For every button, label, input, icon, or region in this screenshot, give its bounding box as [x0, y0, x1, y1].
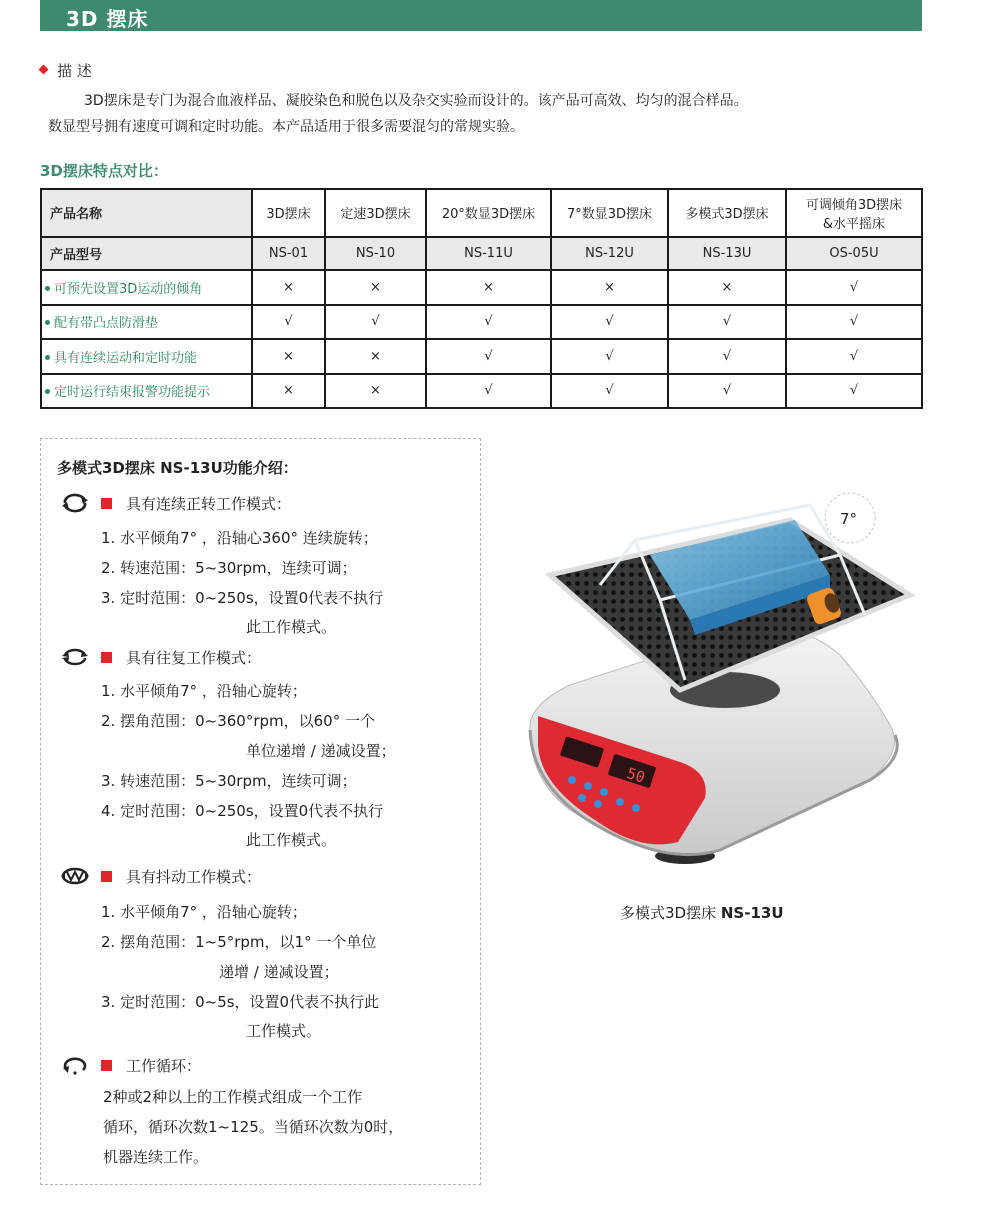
mark-cell: × — [325, 374, 426, 409]
feature-label-cell — [41, 270, 252, 304]
mark-cell: √ — [252, 305, 325, 339]
product-photo — [510, 480, 930, 870]
mark-cell: √ — [426, 305, 551, 339]
bullet-dot-icon — [45, 320, 50, 325]
table-row-product-model — [41, 237, 922, 270]
features-intro-box — [40, 438, 481, 1185]
table-row-product-name — [41, 189, 922, 237]
mark-cell: √ — [426, 339, 551, 373]
mode-item: 递增 / 递减设置； — [219, 963, 339, 981]
product-name-cell: 多模式3D摆床 — [668, 189, 786, 237]
product-name-line: &水平摇床 — [822, 216, 886, 232]
mode-reciprocating — [59, 645, 261, 669]
mark-cell: × — [551, 270, 668, 304]
bullet-dot-icon — [45, 355, 50, 360]
table-row-feature — [41, 374, 922, 409]
mark-cell: √ — [668, 305, 786, 339]
mode-heading: 具有连续正转工作模式： — [126, 494, 292, 513]
description-line: 数显型号拥有速度可调和定时功能。本产品适用于很多需要混匀的常规实验。 — [48, 119, 524, 135]
mark-cell: √ — [786, 374, 922, 409]
mark-cell: √ — [668, 339, 786, 373]
mark-cell: √ — [551, 339, 668, 373]
features-intro-title — [57, 457, 298, 478]
vibration-icon — [59, 865, 91, 887]
mark-cell: √ — [426, 374, 551, 409]
mode-heading: 具有抖动工作模式： — [126, 867, 262, 886]
mark-cell: × — [325, 339, 426, 373]
mode-forward-rotation — [59, 491, 291, 515]
model-cell: NS-12U — [551, 237, 668, 270]
features-intro-title-bold: 3U功能介绍： — [200, 459, 298, 477]
caption-model: NS-13U — [720, 904, 784, 922]
product-name-cell: 20°数显3D摆床 — [426, 189, 551, 237]
features-intro-title-prefix: 多模式3D摆床 NS-1 — [57, 459, 201, 477]
mode-item: 循环，循环次数1~125。当循环次数为0时， — [103, 1118, 404, 1136]
mark-cell: √ — [786, 305, 922, 339]
mark-cell: × — [426, 270, 551, 304]
feature-label-cell — [41, 305, 252, 339]
forward-rotation-icon — [59, 492, 91, 514]
model-cell: OS-05U — [786, 237, 922, 270]
comparison-table — [40, 188, 923, 409]
product-name-cell — [786, 189, 922, 237]
feature-label-cell — [41, 374, 252, 409]
description-heading — [40, 60, 92, 81]
mode-item: 2. 转速范围：5~30rpm，连续可调； — [101, 559, 357, 577]
product-name-cell: 定速3D摆床 — [325, 189, 426, 237]
model-cell: NS-13U — [668, 237, 786, 270]
mode-item: 3. 定时范围：0~250s，设置0代表不执行 — [101, 589, 384, 607]
description-text — [48, 88, 928, 140]
table-row-feature — [41, 270, 922, 304]
mark-cell: √ — [786, 339, 922, 373]
model-cell: NS-01 — [252, 237, 325, 270]
feature-label: 定时运行结束报警功能提示 — [54, 385, 211, 401]
product-name-cell: 3D摆床 — [252, 189, 325, 237]
model-cell: NS-11U — [426, 237, 551, 270]
description-heading-text: 描 述 — [57, 62, 92, 80]
mode-item: 工作模式。 — [246, 1022, 322, 1040]
comparison-title: 3D摆床特点对比： — [40, 162, 168, 180]
feature-label: 可预先设置3D运动的倾角 — [54, 281, 203, 297]
product-name-cell: 7°数显3D摆床 — [551, 189, 668, 237]
tilt-angle-label: 7° — [840, 510, 858, 528]
mode-item: 1. 水平倾角7° ，沿轴心旋转； — [101, 903, 307, 921]
red-square-bullet-icon — [101, 871, 112, 882]
mark-cell: √ — [325, 305, 426, 339]
row-label-product-model: 产品型号 — [41, 237, 252, 270]
mark-cell: √ — [786, 270, 922, 304]
mode-item: 机器连续工作。 — [103, 1148, 209, 1166]
feature-label: 具有连续运动和定时功能 — [54, 350, 198, 366]
cycle-icon — [59, 1054, 91, 1076]
red-square-bullet-icon — [101, 498, 112, 509]
mark-cell: √ — [551, 374, 668, 409]
mode-item: 2. 摆角范围：0~360°rpm，以60° 一个 — [101, 712, 375, 730]
red-square-bullet-icon — [101, 1060, 112, 1071]
row-label-product-name: 产品名称 — [41, 189, 252, 237]
feature-label: 配有带凸点防滑垫 — [54, 316, 159, 332]
mode-item: 此工作模式。 — [246, 618, 337, 636]
diamond-bullet-icon — [39, 65, 49, 75]
mode-item: 1. 水平倾角7° ，沿轴心旋转； — [101, 682, 307, 700]
header-bar — [40, 0, 922, 31]
mode-item: 1. 水平倾角7° ，沿轴心360° 连续旋转； — [101, 529, 378, 547]
reciprocating-icon — [59, 646, 91, 668]
mark-cell: × — [668, 270, 786, 304]
mode-vibration — [59, 864, 261, 888]
mode-item: 单位递增 / 递减设置； — [246, 742, 396, 760]
page-title: 3D 摆床 — [66, 7, 149, 31]
mark-cell: × — [252, 374, 325, 409]
mode-item: 此工作模式。 — [246, 831, 337, 849]
mode-item: 2种或2种以上的工作模式组成一个工作 — [103, 1088, 363, 1106]
mode-item: 3. 定时范围：0~5s，设置0代表不执行此 — [101, 993, 380, 1011]
mark-cell: √ — [668, 374, 786, 409]
product-caption — [620, 902, 784, 923]
caption-prefix: 多模式3D摆床 — [620, 904, 721, 922]
product-name-line: 可调倾角3D摆床 — [805, 197, 903, 213]
mode-item: 2. 摆角范围：1~5°rpm，以1° 一个单位 — [101, 933, 377, 951]
description-line: 3D摆床是专门为混合血液样品、凝胶染色和脱色以及杂交实验而设计的。该产品可高效、均匀的混合样品。 — [84, 93, 748, 109]
display-readout: 50 — [624, 764, 648, 787]
mark-cell: × — [252, 270, 325, 304]
mode-heading: 工作循环： — [126, 1056, 202, 1075]
bullet-dot-icon — [45, 389, 50, 394]
mark-cell: × — [252, 339, 325, 373]
mode-cycle — [59, 1053, 201, 1077]
red-square-bullet-icon — [101, 652, 112, 663]
mode-item: 3. 转速范围：5~30rpm，连续可调； — [101, 772, 357, 790]
feature-label-cell — [41, 339, 252, 373]
mark-cell: × — [325, 270, 426, 304]
table-row-feature — [41, 305, 922, 339]
mark-cell: √ — [551, 305, 668, 339]
table-row-feature — [41, 339, 922, 373]
mode-item: 4. 定时范围：0~250s，设置0代表不执行 — [101, 802, 384, 820]
model-cell: NS-10 — [325, 237, 426, 270]
bullet-dot-icon — [45, 286, 50, 291]
mode-heading: 具有往复工作模式： — [126, 648, 262, 667]
